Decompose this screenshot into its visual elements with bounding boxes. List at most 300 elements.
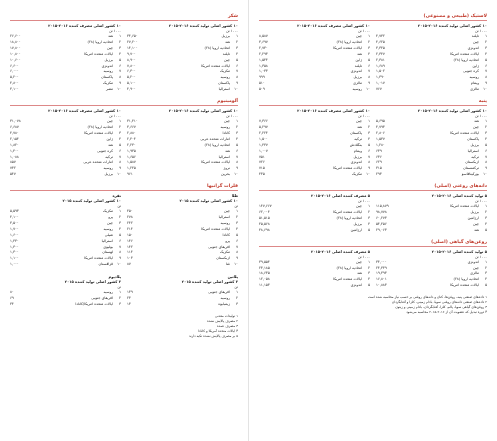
country-name: برزیل xyxy=(470,142,479,147)
footnote: ۳ روغن‌های گیاهی سویا، پالم، کلزا، آفتابگردان، بادام زمینی و زیتون xyxy=(395,305,487,310)
table-rows xyxy=(10,209,121,268)
rank: ۷ xyxy=(368,154,370,159)
table-column xyxy=(127,193,238,268)
rank: ۳ xyxy=(368,130,370,135)
country-name: هند xyxy=(225,148,230,153)
value: ۷,۸۰۰ xyxy=(127,63,136,68)
value: ۲,۲۹۳ xyxy=(259,51,268,56)
country-name: ترکیه xyxy=(471,154,479,159)
country-name: ایالات متحده آمریکا xyxy=(450,130,479,135)
country-name: هند xyxy=(357,51,362,56)
rank: ۷ xyxy=(119,244,121,249)
rank: ۶ xyxy=(119,148,121,153)
table-row xyxy=(259,283,370,289)
value: ۱۴۲ xyxy=(127,244,133,249)
table-column xyxy=(376,249,487,290)
table-row xyxy=(127,87,238,93)
value: ۱,۶۰۰ xyxy=(10,232,19,237)
rank: ۷ xyxy=(485,154,487,159)
rank: ۱۰ xyxy=(483,172,487,177)
rank: ۱ xyxy=(368,34,370,38)
country-name: اتحادیه اروپا (۲۸) xyxy=(336,215,362,220)
country-name: هند xyxy=(474,227,479,232)
rank: ۸ xyxy=(236,250,238,255)
value: ۳۱,۰۷۸ xyxy=(10,119,21,124)
rank: ۹ xyxy=(368,81,370,86)
country-name: ایالات متحده آمریکا xyxy=(450,283,479,288)
rank: ۵ xyxy=(485,142,487,147)
country-name: ترکیه xyxy=(354,136,362,141)
country-name: امارات متحده عربی xyxy=(83,160,113,165)
country-name: چین xyxy=(106,45,113,50)
value: ۸۷ xyxy=(127,262,131,267)
country-name: استرالیا xyxy=(101,238,113,243)
country-name: ایالات متحده آمریکا xyxy=(450,51,479,56)
rank: ۴ xyxy=(368,51,370,56)
section-title: پنبه xyxy=(259,99,487,106)
table-rows xyxy=(376,260,487,290)
value: ۵,۲۹۷ xyxy=(259,124,268,129)
table-column xyxy=(259,193,370,234)
rank: ۴ xyxy=(368,221,370,226)
rank: ۸ xyxy=(368,75,370,80)
table-row xyxy=(376,172,487,178)
footnote: ۱ داده‌های صنعتی پنبه، روغن‌ها، کتان و دانه‌های روغنی بر حسب نیاز محاسبه شده است xyxy=(367,295,487,300)
country-name: ایالات متحده آمریکا/کانادا xyxy=(75,302,113,306)
country-name: اندونزی xyxy=(101,63,113,68)
value: ۱,۲۸۰ xyxy=(376,142,385,147)
value: ۱۷,۸۰۰ xyxy=(10,45,21,50)
rank: ۳ xyxy=(485,215,487,220)
table-subheading: ۳ کشور اصلی تولید کننده ۲۰۱۵ xyxy=(64,280,121,285)
value: ۴۵,۵۶۸ xyxy=(259,221,270,226)
value: ۱۳ xyxy=(127,302,131,306)
value: ۱,۵۰۰ xyxy=(259,136,268,141)
footnote: ۵ بر مصرف پالایش نشده تکیه دارند xyxy=(188,333,238,338)
rank: ۴ xyxy=(119,136,121,141)
country-name: چین xyxy=(472,39,479,44)
rank: ۵ xyxy=(236,57,238,62)
value: ۱۹,۳۹۳ xyxy=(376,271,387,276)
country-name: چین xyxy=(472,221,479,226)
value: ۵۱,۵۱۵ xyxy=(259,215,270,220)
country-name: روسیه xyxy=(469,75,479,80)
rank: ۱۰ xyxy=(234,262,238,267)
country-name: بنگلادش xyxy=(349,142,362,147)
country-name: ژاپن xyxy=(106,136,113,141)
rank: ۱۰ xyxy=(117,262,121,267)
value: ۸۵۷ xyxy=(10,160,16,165)
value: ۱۰,۶۰۰ xyxy=(10,57,21,62)
rank: ۶ xyxy=(368,63,370,68)
country-name: بحرین xyxy=(220,172,230,177)
value: ۱,۳۰۰ xyxy=(10,244,19,249)
table-heading: ۱۰ کشور اصلی مصرف کننده ۲۰۱۶-۲۰۱۵ xyxy=(297,109,370,114)
country-name: برزیل xyxy=(353,154,362,159)
rank: ۷ xyxy=(236,69,238,74)
table-unit: ۱۰۰۰ تن xyxy=(109,29,121,33)
rank: ۴ xyxy=(119,226,121,231)
table-unit: تن xyxy=(234,204,238,209)
table-rows xyxy=(127,34,238,93)
country-name: ایالات متحده آمریکا xyxy=(333,210,362,215)
value: ۱,۲۴۵ xyxy=(127,166,136,171)
value: ۳۹,۵۵۴ xyxy=(259,259,270,264)
rank: ۱ xyxy=(485,119,487,124)
country-name: پاکستان xyxy=(218,81,230,86)
country-name: چین xyxy=(355,204,362,209)
rank: ۹ xyxy=(485,81,487,86)
country-name: ژاپن xyxy=(472,63,479,68)
country-name: غنا xyxy=(225,262,230,267)
value: ۷,۳۶۶ xyxy=(259,119,268,124)
rank: ۶ xyxy=(236,238,238,243)
value: ۱۰,۸۸۳ xyxy=(376,283,387,288)
country-name: اتحادیه اروپا (۲۸) xyxy=(453,277,479,282)
country-name: آفریقای جنوبی xyxy=(208,244,230,249)
section-columns xyxy=(259,23,487,93)
table-row xyxy=(10,172,121,178)
country-name: آفریقای جنوبی xyxy=(91,296,113,301)
table-heading: ۵ تولید کننده اصلی ۲۰۱۶-۲۰۱۵ xyxy=(431,194,487,199)
table-rows xyxy=(10,119,121,178)
value: ۴,۸۰۰ xyxy=(10,81,19,86)
rank: ۷ xyxy=(236,244,238,249)
country-name: روسیه xyxy=(103,290,113,295)
table-unit: ۱۰۰۰ تن xyxy=(358,254,370,259)
rank: ۵ xyxy=(485,283,487,288)
value: ۱۴۷,۶۶۷ xyxy=(259,204,272,209)
table-column xyxy=(127,23,238,93)
value: ۴,۶۲۵ xyxy=(376,39,385,44)
country-name: پرو xyxy=(108,215,113,220)
table-column xyxy=(10,23,121,93)
rank: ۵ xyxy=(485,57,487,62)
table-row xyxy=(10,87,121,93)
table-heading: ۱۰ کشور اصلی تولید کننده ۲۰۱۶-۲۰۱۵ xyxy=(417,109,487,114)
country-name: استرالیا xyxy=(467,148,479,153)
footnotes xyxy=(259,295,487,315)
value: ۲,۲۳۰ xyxy=(127,142,136,147)
rank: ۵ xyxy=(119,57,121,62)
value: ۴,۷۳۲ xyxy=(376,34,385,38)
commodity-section xyxy=(10,274,238,308)
value: ۳۴,۰۰۰ xyxy=(376,259,387,264)
country-name: تایلند xyxy=(471,34,479,38)
rank: ۴ xyxy=(236,226,238,231)
value: ۱,۳۰۰ xyxy=(10,250,19,255)
country-name: ایالات متحده آمریکا xyxy=(201,160,230,165)
table-rows xyxy=(127,119,238,178)
table-row xyxy=(127,302,238,308)
country-name: چین xyxy=(355,119,362,124)
rank: ۹ xyxy=(368,166,370,171)
country-name: امارات متحده عربی xyxy=(200,136,230,141)
rank: ۱ xyxy=(119,119,121,124)
rank: ۶ xyxy=(485,148,487,153)
rank: ۱۰ xyxy=(117,172,121,177)
value: ۸۰ xyxy=(10,290,14,295)
value: ۲۴,۳۳۹ xyxy=(376,265,387,270)
table-rows xyxy=(376,204,487,234)
value: ۵,۲۰۰ xyxy=(10,75,19,80)
value: ۱,۳۵۸ xyxy=(259,63,268,68)
table-unit: ۱۰۰۰ تن xyxy=(475,199,487,204)
country-name: اتحادیه اروپا (۲۸) xyxy=(87,124,113,129)
value: ۳۱۵ xyxy=(376,166,382,171)
rank: ۱۰ xyxy=(234,172,238,177)
rank: ۱ xyxy=(236,119,238,124)
country-name: چین xyxy=(223,119,230,124)
value: ۷۲۶ xyxy=(259,160,265,165)
rank: ۶ xyxy=(236,63,238,68)
value: ۴,۷۹۳ xyxy=(376,124,385,129)
rank: ۷ xyxy=(485,69,487,74)
rank: ۲ xyxy=(368,39,370,44)
rank: ۱۰ xyxy=(117,87,121,92)
value: ۱۴۶ xyxy=(127,238,133,243)
table-unit: تن xyxy=(117,285,121,290)
value: ۱,۴۰۰ xyxy=(10,148,19,153)
value: ۱,۳۹۰ xyxy=(376,75,385,80)
rank: ۱ xyxy=(236,209,238,214)
country-name: اتحادیه اروپا (۲۸) xyxy=(87,39,113,44)
table-rows xyxy=(259,204,370,234)
value: ۶,۶۸۷ xyxy=(10,124,19,129)
rank: ۹ xyxy=(119,81,121,86)
value: ۲۳,۱۸۵ xyxy=(259,265,270,270)
table-rows xyxy=(376,34,487,93)
rank: ۳ xyxy=(236,302,238,306)
table-heading: ۱۰ کشور اصلی تولید کننده ۲۰۱۶-۲۰۱۵ xyxy=(168,24,238,28)
rank: ۹ xyxy=(236,166,238,171)
table-heading: ۱۰ کشور اصلی تولید کننده ۲۰۱۶-۲۰۱۵ xyxy=(168,109,238,114)
value: ۷۵۱ xyxy=(259,154,265,159)
country-name: برزیل xyxy=(353,75,362,80)
country-name: اتحادیه اروپا (۲۸) xyxy=(204,142,230,147)
rank: ۶ xyxy=(236,148,238,153)
rank: ۲ xyxy=(236,215,238,220)
rank: ۲ xyxy=(119,124,121,129)
table-row xyxy=(376,87,487,93)
value: ۱۱۵,۸۷۹ xyxy=(376,204,389,209)
table-unit: تن xyxy=(117,204,121,209)
table-column xyxy=(376,23,487,93)
rank: ۲ xyxy=(485,124,487,129)
value: ۲,۳۸۱ xyxy=(376,57,385,62)
rank: ۳ xyxy=(119,130,121,135)
country-name: مالزی xyxy=(470,271,479,276)
value: ۶۲۹ xyxy=(376,160,382,165)
rank: ۷ xyxy=(119,69,121,74)
value: ۲۷۸ xyxy=(127,215,133,220)
country-name: برزیل xyxy=(470,210,479,215)
table-unit: ۱۰۰۰ تن xyxy=(226,29,238,33)
rank: ۴ xyxy=(119,51,121,56)
value: ۴,۱۰۰ xyxy=(10,215,19,220)
right-page xyxy=(249,0,497,441)
table-rows xyxy=(10,34,121,93)
table-heading: ۵ مصرف کننده اصلی ۲۰۱۶-۲۰۱۵ xyxy=(311,249,370,254)
table-subheading: ۱۰ کشور اصلی تولید کننده ۲۰۱۵ xyxy=(179,199,238,204)
country-name: لهستان xyxy=(102,250,113,255)
country-name: روسیه xyxy=(103,69,113,74)
country-name: اتحادیه اروپا (۲۸) xyxy=(204,45,230,50)
country-name: ژاپن xyxy=(355,57,362,62)
rank: ۳ xyxy=(119,220,121,225)
country-name: کانادا xyxy=(222,232,230,237)
section-title: شکر xyxy=(10,14,238,21)
rank: ۳ xyxy=(119,45,121,50)
footnote: ۲ داده‌های صنعتی دانه‌های روغنی سویا، بادام زمینی، کلزا و آفتابگردان xyxy=(391,300,487,305)
country-name: بولیوی xyxy=(103,244,113,249)
footnote: ۴ ایالات متحده آمریکا و کانادا xyxy=(198,328,238,333)
value: ۳۴ xyxy=(10,302,14,306)
country-name: تایلند xyxy=(222,51,230,56)
rank: ۱ xyxy=(368,119,370,124)
country-name: روسیه xyxy=(220,296,230,301)
rank: ۲ xyxy=(119,39,121,44)
value: ۴,۹۰۰ xyxy=(127,87,136,92)
country-name: ویتنام xyxy=(353,148,362,153)
value: ۱۳۹ xyxy=(127,290,133,295)
rank: ۲ xyxy=(119,215,121,220)
rank: ۸ xyxy=(485,160,487,165)
table-heading: نقره xyxy=(112,194,121,199)
table-heading: طلا xyxy=(231,194,238,199)
table-column xyxy=(259,108,370,178)
country-name: اندونزی xyxy=(467,259,479,264)
section-title: لاستیک (طبیعی و مصنوعی) xyxy=(259,14,487,21)
rank: ۹ xyxy=(485,166,487,171)
section-columns xyxy=(259,193,487,234)
value: ۱,۵۳۷ xyxy=(376,136,385,141)
rank: ۴ xyxy=(485,221,487,226)
rank: ۴ xyxy=(485,277,487,282)
table-column xyxy=(259,23,370,93)
value: ۱۸,۶۳۵ xyxy=(259,271,270,276)
country-name: هند xyxy=(357,271,362,276)
rank: ۲ xyxy=(368,265,370,270)
table-unit: ۱۰۰۰ تن xyxy=(475,29,487,33)
country-name: هند xyxy=(357,124,362,129)
rank: ۲ xyxy=(368,210,370,215)
country-name: ترکمنستان xyxy=(463,166,479,171)
country-name: اندونزی xyxy=(350,283,362,288)
rank: ۲ xyxy=(236,296,238,301)
value: ۲,۲۲۴ xyxy=(259,130,268,135)
rank: ۳ xyxy=(368,271,370,276)
value: ۱,۰۸۸ xyxy=(10,154,19,159)
value: ۸,۵۸۷ xyxy=(259,34,268,38)
rank: ۱۰ xyxy=(366,87,370,92)
rank: ۱ xyxy=(119,34,121,38)
rank: ۱ xyxy=(485,204,487,209)
value: ۱,۵۴۴ xyxy=(259,57,268,62)
value: ۱,۵۰۲ xyxy=(376,69,385,74)
value: ۷۳۲ xyxy=(10,166,16,171)
country-name: پاکستان xyxy=(101,75,113,80)
country-name: مالزی xyxy=(353,81,362,86)
table-unit: ۱۰۰۰ تن xyxy=(358,29,370,33)
table-row xyxy=(259,172,370,178)
table-subheading: ۱۰ کشور اصلی تولید کننده ۲۰۱۵ xyxy=(62,199,121,204)
value: ۱,۸۲۰ xyxy=(10,142,19,147)
table-column xyxy=(127,108,238,178)
value: ۹۹۹ xyxy=(259,75,265,80)
table-unit: ۱۰۰۰ تن xyxy=(109,114,121,119)
rank: ۲ xyxy=(485,265,487,270)
value: ۱,۰۱۷ xyxy=(376,81,385,86)
rank: ۸ xyxy=(119,75,121,80)
country-name: روسیه xyxy=(103,166,113,171)
rank: ۳ xyxy=(485,45,487,50)
value: ۴۵۰ xyxy=(127,209,133,214)
country-name: ایالات متحده آمریکا xyxy=(201,63,230,68)
value: ۱,۰۰۰ xyxy=(10,262,19,267)
value: ۴,۷۸۰ xyxy=(10,130,19,135)
table-column xyxy=(259,249,370,290)
value: ۳۱,۴۱۰ xyxy=(127,119,138,124)
section-columns xyxy=(259,249,487,290)
rank: ۱ xyxy=(119,209,121,214)
value: ۲۳ xyxy=(127,296,131,301)
section-columns xyxy=(10,274,238,308)
country-name: اتحادیه اروپا (۲۸) xyxy=(453,57,479,62)
value: ۱,۴۳۷ xyxy=(259,142,268,147)
value: ۳,۵۰۰ xyxy=(10,220,19,225)
rank: ۲ xyxy=(485,39,487,44)
rank: ۵ xyxy=(119,142,121,147)
rank: ۶ xyxy=(485,63,487,68)
country-name: استرالیا xyxy=(218,215,230,220)
value: ۳,۶۹۷ xyxy=(259,39,268,44)
table-heading: ۱۰ کشور اصلی مصرف کننده ۲۰۱۶-۲۰۱۵ xyxy=(48,24,121,28)
value: ۱۵۰ xyxy=(127,232,133,237)
country-name: برزیل xyxy=(221,34,230,38)
rank: ۵ xyxy=(368,142,370,147)
table-column xyxy=(10,108,121,178)
country-name: روسیه xyxy=(220,220,230,225)
value: ۲۶,۶۰۰ xyxy=(10,34,21,38)
value: ۸,۹۰۰ xyxy=(127,57,136,62)
country-name: کانادا xyxy=(222,130,230,135)
rank: ۴ xyxy=(236,51,238,56)
rank: ۳ xyxy=(236,45,238,50)
table-row xyxy=(10,262,121,268)
country-name: پاکستان xyxy=(467,136,479,141)
value: ۱۱,۱۵۳ xyxy=(259,283,270,288)
value: ۹۶۱ xyxy=(127,172,133,177)
table-row xyxy=(127,172,238,178)
country-name: ایالات متحده آمریکا xyxy=(84,51,113,56)
country-name: ایالات متحده آمریکا xyxy=(450,204,479,209)
country-name: برزیل xyxy=(104,57,113,62)
rank: ۳ xyxy=(368,215,370,220)
country-name: کره جنوبی xyxy=(97,148,113,153)
rank: ۱۰ xyxy=(483,87,487,92)
value: ۱۴,۱۰۰ xyxy=(127,45,138,50)
table-rows xyxy=(127,290,238,308)
rank: ۳ xyxy=(236,220,238,225)
rank: ۹ xyxy=(119,166,121,171)
value: ۲۹,۰۶۳ xyxy=(376,227,387,232)
country-name: چین xyxy=(106,119,113,124)
rank: ۲ xyxy=(236,39,238,44)
rank: ۹ xyxy=(119,256,121,261)
value: ۵۰۹ xyxy=(259,87,265,92)
rank: ۵ xyxy=(236,142,238,147)
